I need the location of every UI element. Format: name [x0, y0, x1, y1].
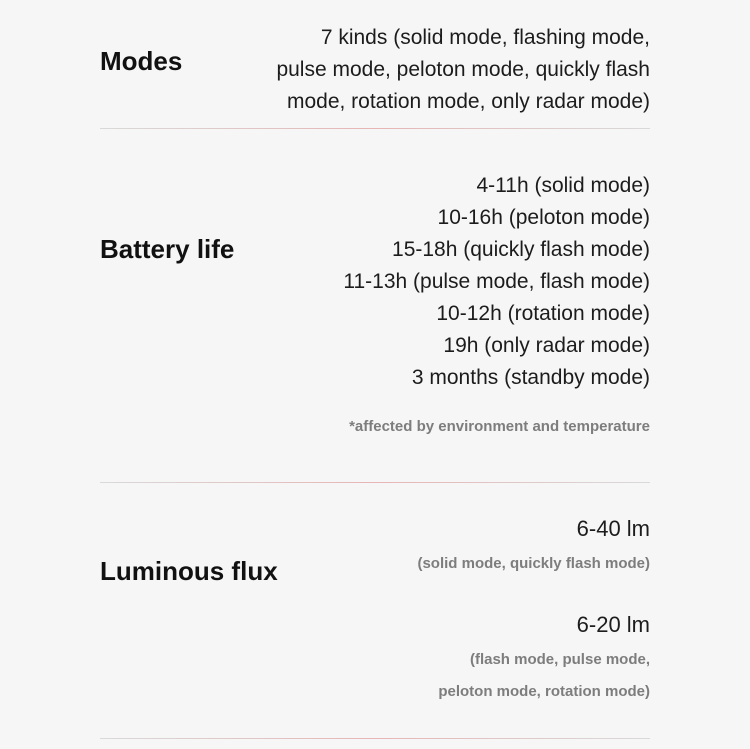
modes-value: [276, 22, 650, 118]
flux-value: 6-40 lm: [576, 516, 650, 541]
divider: [100, 128, 650, 129]
flux-desc: (solid mode, quickly flash mode): [417, 555, 650, 572]
divider: [100, 482, 650, 483]
battery-line: 11-13h (pulse mode, flash mode): [343, 270, 650, 293]
battery-line: 4-11h (solid mode): [476, 174, 650, 197]
modes-line: 7 kinds (solid mode, flashing mode,: [320, 26, 650, 49]
modes-line: mode, rotation mode, only radar mode): [286, 90, 650, 113]
battery-line: 19h (only radar mode): [443, 334, 650, 357]
battery-line: 10-16h (peloton mode): [437, 206, 650, 229]
modes-section: [100, 22, 650, 122]
battery-label: Battery life: [100, 234, 235, 264]
flux-label: Luminous flux: [100, 556, 278, 586]
flux-desc: peloton mode, rotation mode): [438, 683, 650, 700]
battery-line: 3 months (standby mode): [411, 366, 650, 389]
battery-section: [100, 170, 650, 450]
battery-value: [343, 170, 650, 394]
battery-line: 10-12h (rotation mode): [436, 302, 650, 325]
flux-section: [100, 512, 650, 712]
modes-line: pulse mode, peloton mode, quickly flash: [276, 58, 650, 81]
battery-line: 15-18h (quickly flash mode): [392, 238, 650, 261]
divider: [100, 738, 650, 739]
flux-value: 6-20 lm: [576, 612, 650, 637]
modes-label: Modes: [100, 46, 183, 76]
battery-note: *affected by environment and temperature: [349, 418, 650, 435]
flux-desc: (flash mode, pulse mode,: [469, 651, 650, 668]
